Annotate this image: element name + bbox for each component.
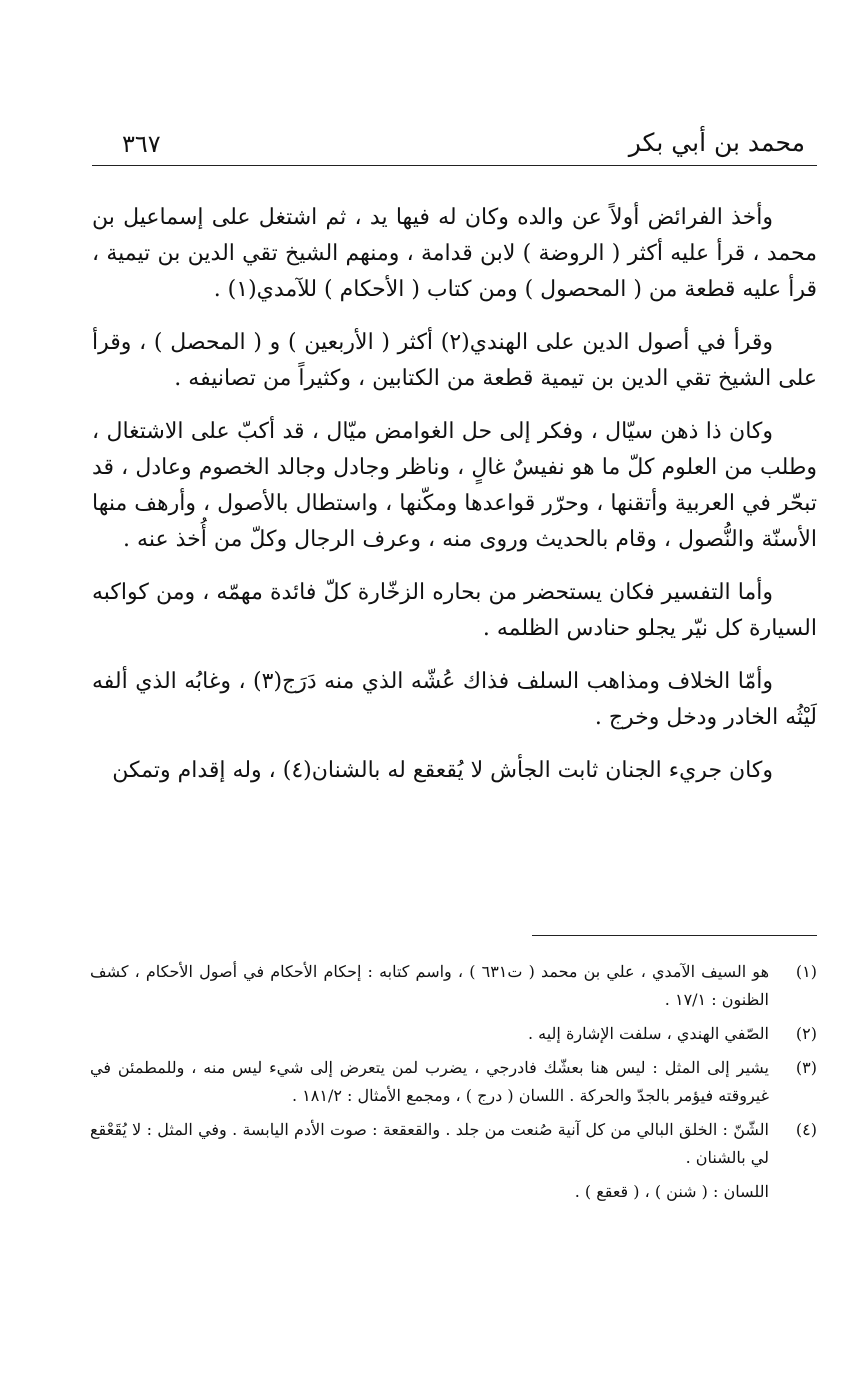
footnote-number: (٤) <box>795 1120 817 1139</box>
paragraph: وأخذ الفرائض أولاً عن والده وكان له فيها يد ، ثم اشتغل على إسماعيل بن محمد ، قرأ عليه أكثر ( الروضة ) لابن قدامة ، ومنهم الشيخ تقي الدين بن تيمية ، قرأ عليه قطعة من ( المحصول ) ومن كتاب ( الأحكام ) للآمدي(١) . <box>92 205 817 302</box>
paragraph: وأمّا الخلاف ومذاهب السلف فذاك عُشّه الذي منه دَرَج(٣) ، وغابُه الذي ألفه لَيْثُه الخادر ودخل وخرج . <box>92 669 817 730</box>
footnote-number: (١) <box>795 962 817 981</box>
footnote-text: الشّنّ : الخلق البالي من كل آنية صُنعت من جلد . والقعقعة : صوت الأدم اليابسة . وفي المثل : لا يُقَعْقع لي بالشنان . <box>90 1120 769 1167</box>
footnote <box>90 958 817 1014</box>
footnote <box>90 1020 817 1048</box>
header-divider <box>92 165 817 166</box>
footnote-text: الصّفي الهندي ، سلفت الإشارة إليه . <box>527 1024 769 1043</box>
paragraph: وقرأ في أصول الدين على الهندي(٢) أكثر ( الأربعين ) و ( المحصل ) ، وقرأ على الشيخ تقي الدين بن تيمية قطعة من الكتابين ، وكثيراً من تصانيفه . <box>92 330 817 391</box>
footnote <box>90 1116 817 1172</box>
paragraph: وكان جريء الجنان ثابت الجأش لا يُقعقع له بالشنان(٤) ، وله إقدام وتمكن <box>112 758 773 783</box>
footnote-text: هو السيف الآمدي ، علي بن محمد ( ت٦٣١ ) ، واسم كتابه : إحكام الأحكام في أصول الأحكام ، كشف الظنون : ١٧/١ . <box>90 962 770 1009</box>
footnote-number: (٢) <box>795 1024 817 1043</box>
footnote-number: (٣) <box>795 1058 817 1077</box>
footnotes <box>90 958 817 1206</box>
footnote-source: اللسان : ( شنن ) ، ( قعقع ) . <box>574 1182 769 1201</box>
footnote <box>90 1054 817 1110</box>
paragraph: وأما التفسير فكان يستحضر من بحاره الزخّارة كلّ فائدة مهمّه ، ومن كواكبه السيارة كل نيّر يجلو حنادس الظلمه . <box>92 580 817 641</box>
footnote-text: يشير إلى المثل : ليس هنا بعشّك فادرجي ، يضرب لمن يتعرض إلى شيء ليس منه ، وللمطمئن في غيروقته فيؤمر بالجدّ والحركة . اللسان ( درج ) ، ومجمع الأمثال : ١٨١/٢ . <box>90 1058 769 1105</box>
paragraph: وكان ذا ذهن سيّال ، وفكر إلى حل الغوامض ميّال ، قد أكبّ على الاشتغال ، وطلب من العلوم كلّ ما هو نفيسٌ غالٍ ، وناظر وجادل وجالد الخصوم وعادل ، قد تبحّر في العربية وأتقنها ، وحرّر قواعدها ومكّنها ، واستطال بالأصول ، وأرهف منها الأسنّة والنُّصول ، وقام بالحديث وروى منه ، وعرف الرجال وكلّ من أُخذ عنه . <box>92 419 817 552</box>
footnote-divider <box>532 935 817 936</box>
main-text <box>92 200 817 789</box>
running-header-title: محمد بن أبي بكر <box>628 128 805 157</box>
page-number: ٣٦٧ <box>122 130 161 158</box>
